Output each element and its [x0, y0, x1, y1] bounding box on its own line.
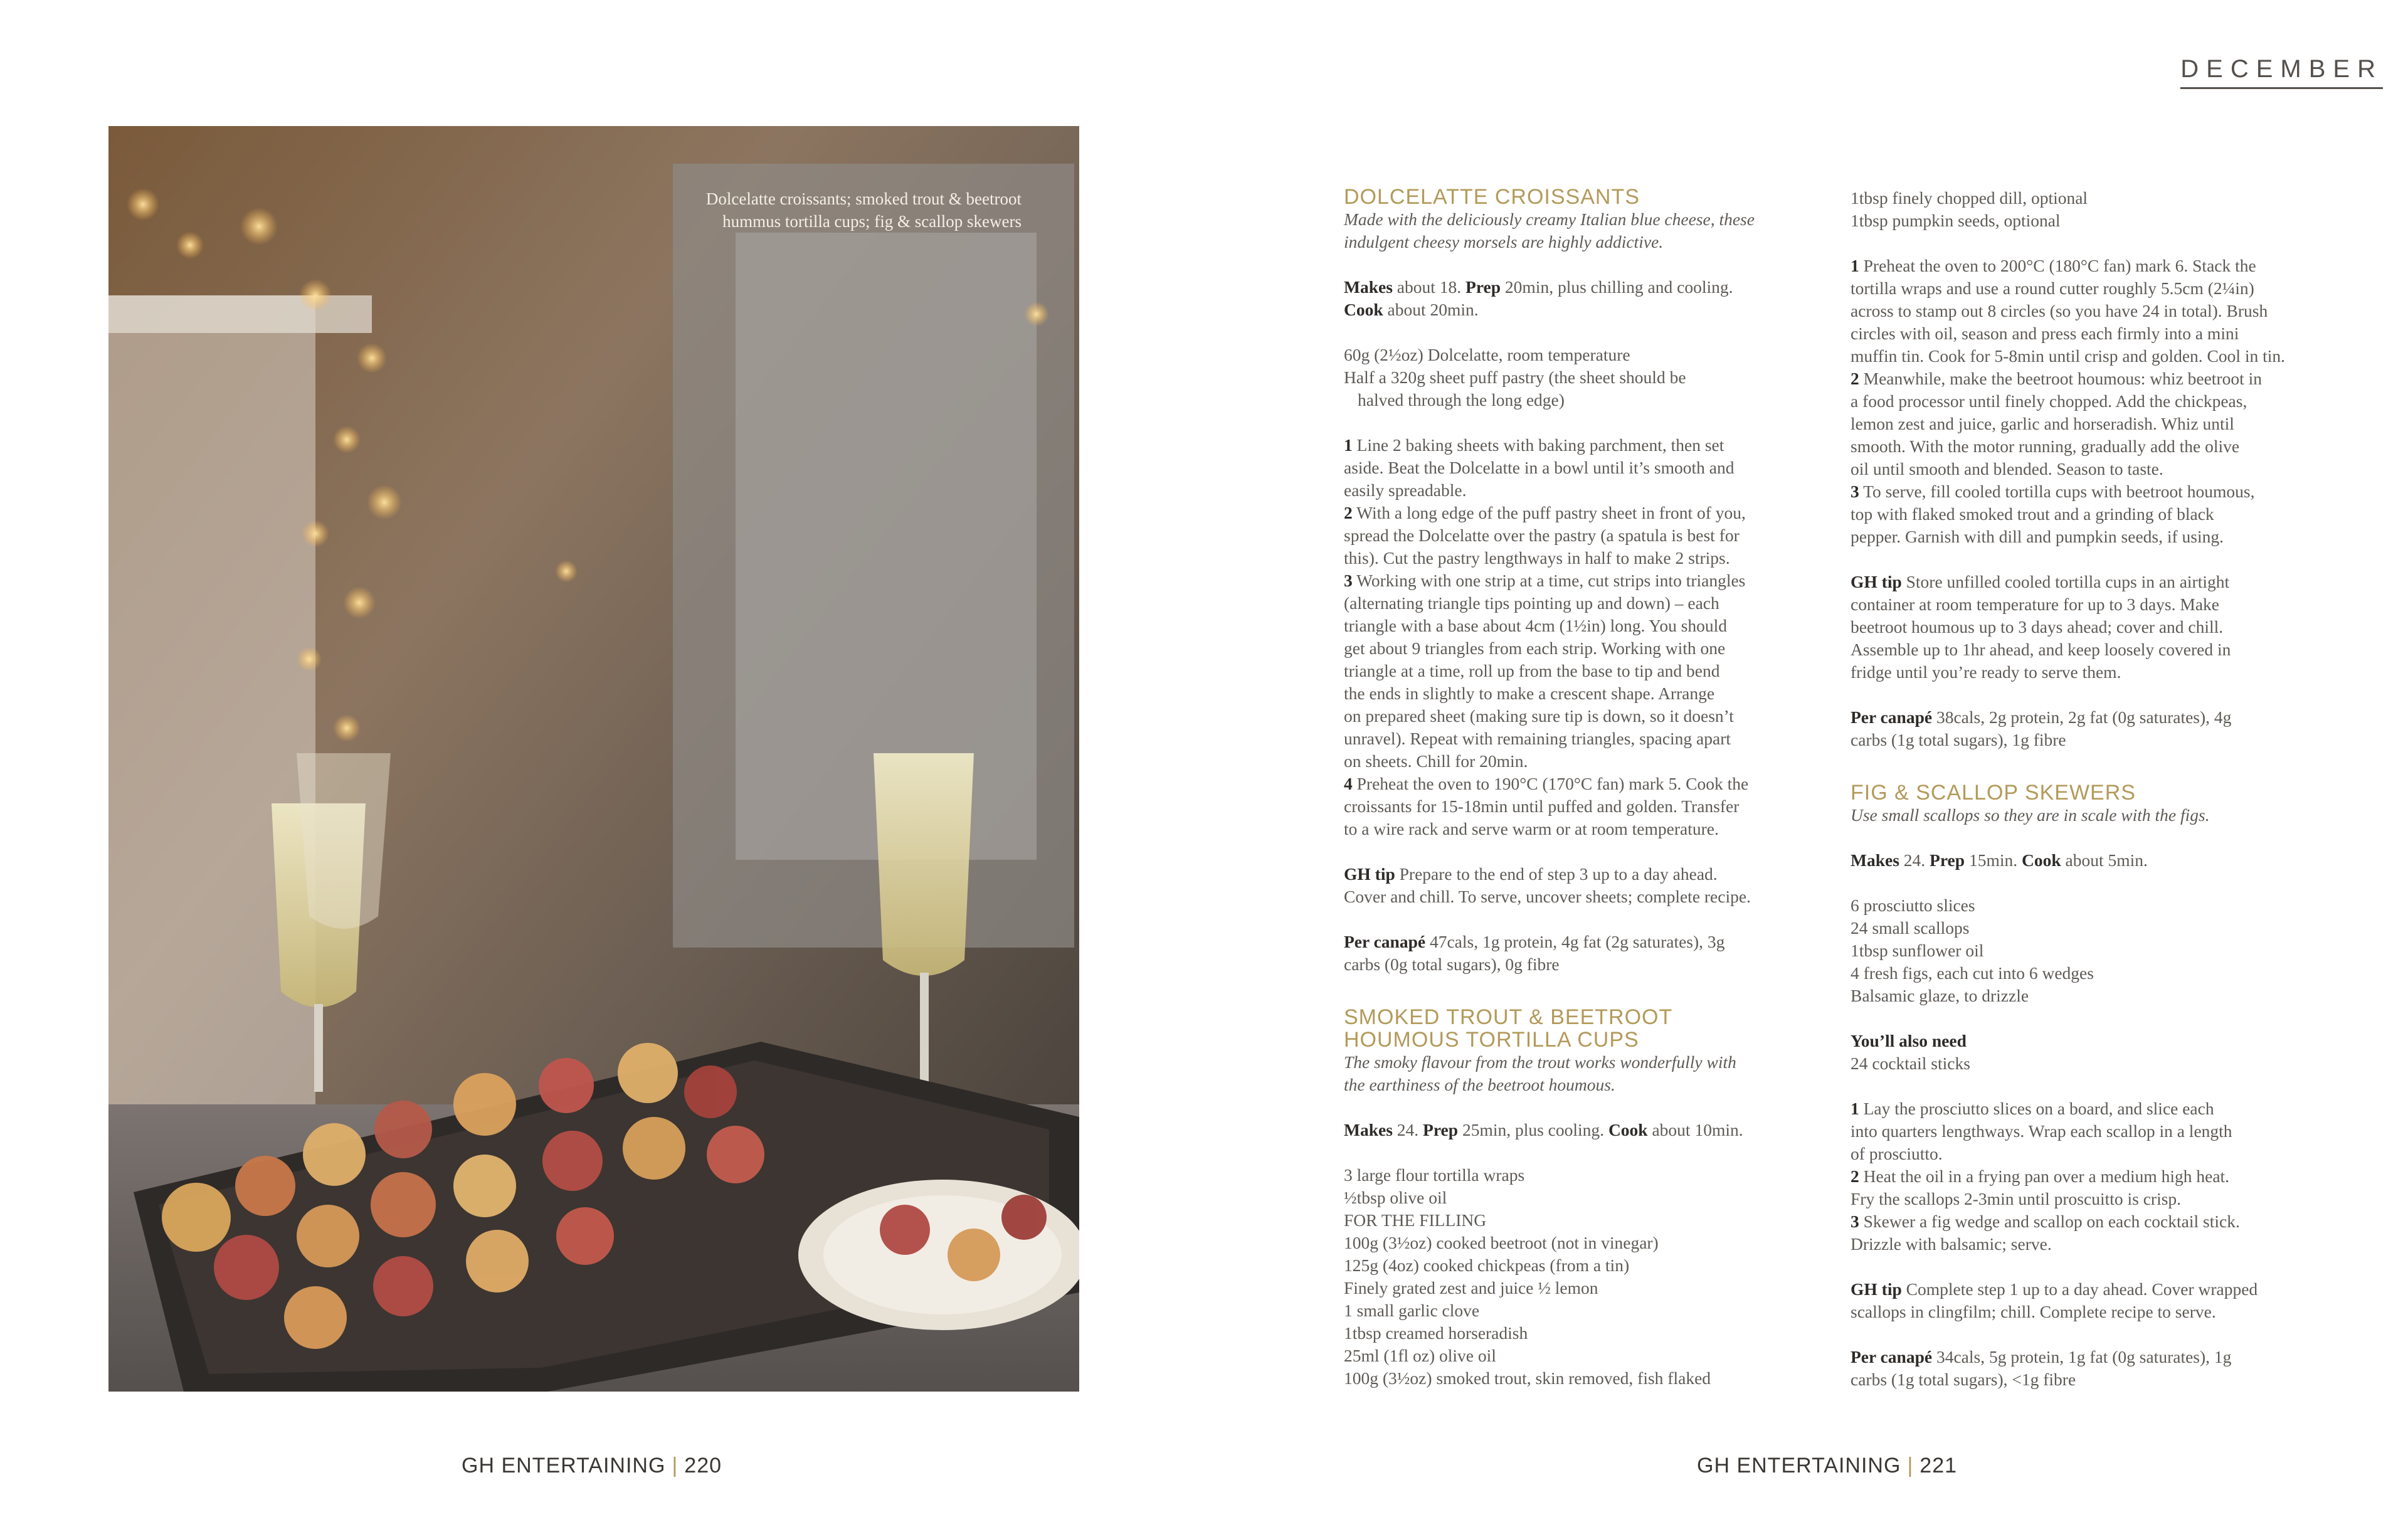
ingredient-line: 125g (4oz) cooked chickpeas (from a tin) [1344, 1255, 1630, 1275]
step-number: 3 [1851, 1212, 1859, 1231]
tortilla-ingredients [1344, 1164, 1811, 1390]
tortilla-intro-line: the earthiness of the beetroot houmous. [1344, 1075, 1615, 1094]
ingredient-line: 1tbsp sunflower oil [1851, 941, 1984, 960]
ingredient-line: 100g (3½oz) cooked beetroot (not in vinegar) [1344, 1233, 1659, 1252]
tip-line: fridge until you’re ready to serve them. [1851, 662, 2121, 682]
croissants-nutrition [1344, 931, 1811, 976]
makes-label: Makes [1344, 277, 1393, 297]
tip-line: Complete step 1 up to a day ahead. Cover wrapped [1901, 1279, 2258, 1299]
method-line: lemon zest and juice, garlic and horseradish. Whiz until [1851, 414, 2234, 433]
method-line: Skewer a fig wedge and scallop on each cocktail stick. [1859, 1212, 2240, 1231]
page-number: 220 [684, 1454, 722, 1477]
makes-label: Makes [1851, 850, 1899, 870]
method-line: spread the Dolcelatte over the pastry (a spatula is best for [1344, 526, 1740, 545]
nutrition-line: carbs (0g total sugars), 0g fibre [1344, 954, 1560, 974]
method-line: this). Cut the pastry lengthways in half to make 2 strips. [1344, 548, 1730, 568]
tortilla-tip [1851, 571, 2318, 684]
croissants-timing [1344, 276, 1811, 321]
nutrition-line: carbs (1g total sugars), 1g fibre [1851, 730, 2066, 749]
tip-line: beetroot houmous up to 3 days ahead; cover and chill. [1851, 617, 2224, 637]
nutrition-line: carbs (1g total sugars), <1g fibre [1851, 1370, 2076, 1389]
cook-label: Cook [1344, 300, 1383, 319]
folio-label: GH ENTERTAINING [462, 1454, 666, 1477]
nutrition-line: 47cals, 1g protein, 4g fat (2g saturates), 3g [1425, 932, 1725, 951]
cook-label: Cook [1608, 1120, 1648, 1139]
method-line: triangle at a time, roll up from the base to tip and bend [1344, 661, 1720, 680]
ingredient-line: 1tbsp finely chopped dill, optional [1851, 188, 2088, 208]
prep-label: Prep [1465, 277, 1501, 297]
method-line: to a wire rack and serve warm or at room temperature. [1344, 819, 1719, 838]
tip-line: Assemble up to 1hr ahead, and keep loosely covered in [1851, 640, 2231, 659]
month-header: DECEMBER [2180, 55, 2383, 89]
method-line: Fry the scallops 2-3min until proscuitto is crisp. [1851, 1189, 2182, 1208]
step-number: 3 [1851, 482, 1859, 501]
folio-right [1697, 1454, 1957, 1478]
tip-label: GH tip [1851, 572, 1902, 591]
tip-label: GH tip [1851, 1279, 1902, 1299]
tortilla-title [1344, 1006, 1811, 1051]
tortilla-ingredients-cont [1851, 187, 2318, 232]
ingredient-line: ½tbsp olive oil [1344, 1188, 1447, 1207]
tortilla-title-line: SMOKED TROUT & BEETROOT [1344, 1005, 1673, 1029]
step-number: 3 [1344, 571, 1353, 590]
cook-value: about 5min. [2061, 850, 2148, 870]
step-number: 2 [1851, 1166, 1859, 1186]
tip-line: container at room temperature for up to 3 days. Make [1851, 595, 2219, 614]
ingredient-line: 1 small garlic clove [1344, 1301, 1480, 1320]
prep-label: Prep [1423, 1120, 1459, 1139]
ingredient-line: 3 large flour tortilla wraps [1344, 1165, 1525, 1185]
method-line: into quarters lengthways. Wrap each scallop in a length [1851, 1121, 2232, 1141]
tortilla-intro-line: The smoky flavour from the trout works wonderfully with [1344, 1052, 1736, 1072]
makes-label: Makes [1344, 1120, 1393, 1139]
step-number: 1 [1344, 435, 1353, 455]
ingredient-line: 4 fresh figs, each cut into 6 wedges [1851, 963, 2094, 983]
method-line: Heat the oil in a frying pan over a medium high heat. [1859, 1166, 2230, 1186]
tip-line: Cover and chill. To serve, uncover sheets; complete recipe. [1344, 887, 1751, 906]
method-line: Line 2 baking sheets with baking parchment, then set [1352, 435, 1724, 455]
step-number: 2 [1851, 369, 1859, 388]
prep-value: 20min, plus chilling and cooling. [1501, 277, 1733, 297]
ingredient-line: 6 prosciutto slices [1851, 896, 1975, 915]
tip-line: Store unfilled cooled tortilla cups in an airtight [1901, 572, 2230, 591]
folio-left [462, 1454, 722, 1478]
ingredient-line: 1tbsp pumpkin seeds, optional [1851, 211, 2061, 230]
canapes-photo-illustration [108, 126, 1079, 1392]
prep-value: 15min. [1965, 850, 2022, 870]
step-number: 4 [1344, 774, 1353, 793]
skewers-title: FIG & SCALLOP SKEWERS [1851, 781, 2136, 805]
ingredient-line: 24 small scallops [1851, 918, 1970, 938]
folio-divider: | [672, 1454, 679, 1477]
tip-line: scallops in clingfilm; chill. Complete recipe to serve. [1851, 1302, 2216, 1321]
nutrition-line: 38cals, 2g protein, 2g fat (0g saturates), 4g [1932, 707, 2232, 727]
nutrition-label: Per canapé [1344, 932, 1426, 951]
method-line: To serve, fill cooled tortilla cups with beetroot houmous, [1859, 482, 2255, 501]
also-need-label: You’ll also need [1851, 1031, 1967, 1050]
method-line: Preheat the oven to 190°C (170°C fan) mark 5. Cook the [1352, 774, 1749, 793]
croissants-intro-line: indulgent cheesy morsels are highly addictive. [1344, 232, 1664, 251]
ingredient-line: Finely grated zest and juice ½ lemon [1344, 1278, 1598, 1298]
nutrition-label: Per canapé [1851, 1347, 1933, 1366]
method-line: Drizzle with balsamic; serve. [1851, 1234, 2052, 1254]
method-line: circles with oil, season and press each firmly into a mini [1851, 324, 2239, 343]
method-line: across to stamp out 8 circles (so you have 24 in total). Brush [1851, 301, 2268, 320]
tortilla-nutrition [1851, 706, 2318, 751]
tortilla-timing [1344, 1119, 1811, 1141]
step-number: 1 [1851, 1099, 1859, 1118]
folio-label: GH ENTERTAINING [1697, 1454, 1901, 1477]
method-line: easily spreadable. [1344, 480, 1467, 500]
cook-label: Cook [2021, 850, 2061, 870]
method-line: get about 9 triangles from each strip. Working with one [1344, 638, 1726, 658]
photo-caption-line1: Dolcelatte croissants; smoked trout & beetroot [705, 189, 1022, 208]
nutrition-line: 34cals, 5g protein, 1g fat (0g saturates), 1g [1932, 1347, 2232, 1366]
photo-caption-line2: hummus tortilla cups; fig & scallop skewers [722, 212, 1022, 231]
skewers-intro: Use small scallops so they are in scale with the figs. [1851, 805, 2210, 825]
ingredient-line: Half a 320g sheet puff pastry (the sheet should be [1344, 367, 1686, 387]
croissants-intro [1344, 208, 1811, 253]
method-line: triangle with a base about 4cm (1½in) long. You should [1344, 616, 1728, 635]
ingredient-line: 25ml (1fl oz) olive oil [1344, 1346, 1496, 1365]
method-line: croissants for 15-18min until puffed and golden. Transfer [1344, 796, 1740, 816]
nutrition-label: Per canapé [1851, 707, 1933, 727]
method-line: a food processor until finely chopped. Add the chickpeas, [1851, 391, 2247, 411]
cook-value: about 10min. [1647, 1120, 1743, 1139]
ingredient-line: halved through the long edge) [1358, 390, 1565, 410]
method-line: the ends in slightly to make a crescent shape. Arrange [1344, 684, 1715, 703]
cook-value: about 20min. [1383, 300, 1479, 319]
recipe-column-2 [1851, 181, 2318, 1391]
method-line: (alternating triangle tips pointing up and down) – each [1344, 593, 1719, 613]
method-line: Meanwhile, make the beetroot houmous: whiz beetroot in [1859, 369, 2263, 388]
prep-value: 25min, plus cooling. [1458, 1120, 1608, 1139]
makes-value: 24. [1899, 850, 1930, 870]
ingredient-line: 60g (2½oz) Dolcelatte, room temperature [1344, 345, 1630, 364]
tortilla-intro [1344, 1051, 1811, 1096]
makes-value: 24. [1392, 1120, 1423, 1139]
method-line: Working with one strip at a time, cut strips into triangles [1352, 571, 1746, 590]
recipe-column-1 [1344, 181, 1811, 1390]
method-line: on sheets. Chill for 20min. [1344, 751, 1528, 771]
makes-value: about 18. [1392, 277, 1466, 297]
method-line: on prepared sheet (making sure tip is down, so it doesn’t [1344, 706, 1734, 726]
method-line: Lay the prosciutto slices on a board, and slice each [1859, 1099, 2214, 1118]
skewers-nutrition [1851, 1346, 2318, 1391]
skewers-method [1851, 1097, 2318, 1255]
skewers-also-need [1851, 1030, 2318, 1075]
croissants-tip [1344, 863, 1811, 908]
method-line: tortilla wraps and use a round cutter roughly 5.5cm (2¼in) [1851, 278, 2254, 298]
method-line: top with flaked smoked trout and a grinding of black [1851, 504, 2214, 524]
croissants-method [1344, 434, 1811, 840]
method-line: of prosciutto. [1851, 1144, 1943, 1163]
method-line: muffin tin. Cook for 5-8min until crisp and golden. Cool in tin. [1851, 346, 2286, 366]
prep-label: Prep [1930, 850, 1965, 870]
skewers-tip [1851, 1278, 2318, 1323]
step-number: 1 [1851, 256, 1859, 275]
skewers-ingredients [1851, 894, 2318, 1007]
method-line: aside. Beat the Dolcelatte in a bowl until it’s smooth and [1344, 458, 1735, 477]
canapes-photo [108, 126, 1079, 1392]
tip-label: GH tip [1344, 864, 1395, 884]
method-line: oil until smooth and blended. Season to taste. [1851, 459, 2163, 478]
method-line: pepper. Garnish with dill and pumpkin seeds, if using. [1851, 527, 2224, 546]
step-number: 2 [1344, 503, 1353, 522]
also-need-value: 24 cocktail sticks [1851, 1054, 1970, 1073]
method-line: smooth. With the motor running, gradually add the olive [1851, 436, 2240, 456]
tortilla-method [1851, 255, 2318, 548]
skewers-timing [1851, 849, 2318, 872]
ingredient-line: 100g (3½oz) smoked trout, skin removed, fish flaked [1344, 1368, 1711, 1388]
croissants-ingredients [1344, 344, 1811, 411]
page-number: 221 [1920, 1454, 1958, 1477]
method-line: With a long edge of the puff pastry sheet in front of you, [1352, 503, 1746, 522]
folio-divider: | [1907, 1454, 1914, 1477]
photo-caption [620, 188, 1022, 233]
ingredient-line: Balsamic glaze, to drizzle [1851, 986, 2029, 1005]
tortilla-title-line: HOUMOUS TORTILLA CUPS [1344, 1028, 1639, 1052]
method-line: Preheat the oven to 200°C (180°C fan) mark 6. Stack the [1859, 256, 2256, 275]
croissants-title: DOLCELATTE CROISSANTS [1344, 185, 1640, 209]
ingredient-line: 1tbsp creamed horseradish [1344, 1323, 1528, 1343]
tip-line: Prepare to the end of step 3 up to a day ahead. [1395, 864, 1718, 884]
ingredient-subheading: FOR THE FILLING [1344, 1210, 1487, 1230]
croissants-intro-line: Made with the deliciously creamy Italian blue cheese, these [1344, 209, 1755, 229]
method-line: unravel). Repeat with remaining triangles, spacing apart [1344, 729, 1731, 748]
